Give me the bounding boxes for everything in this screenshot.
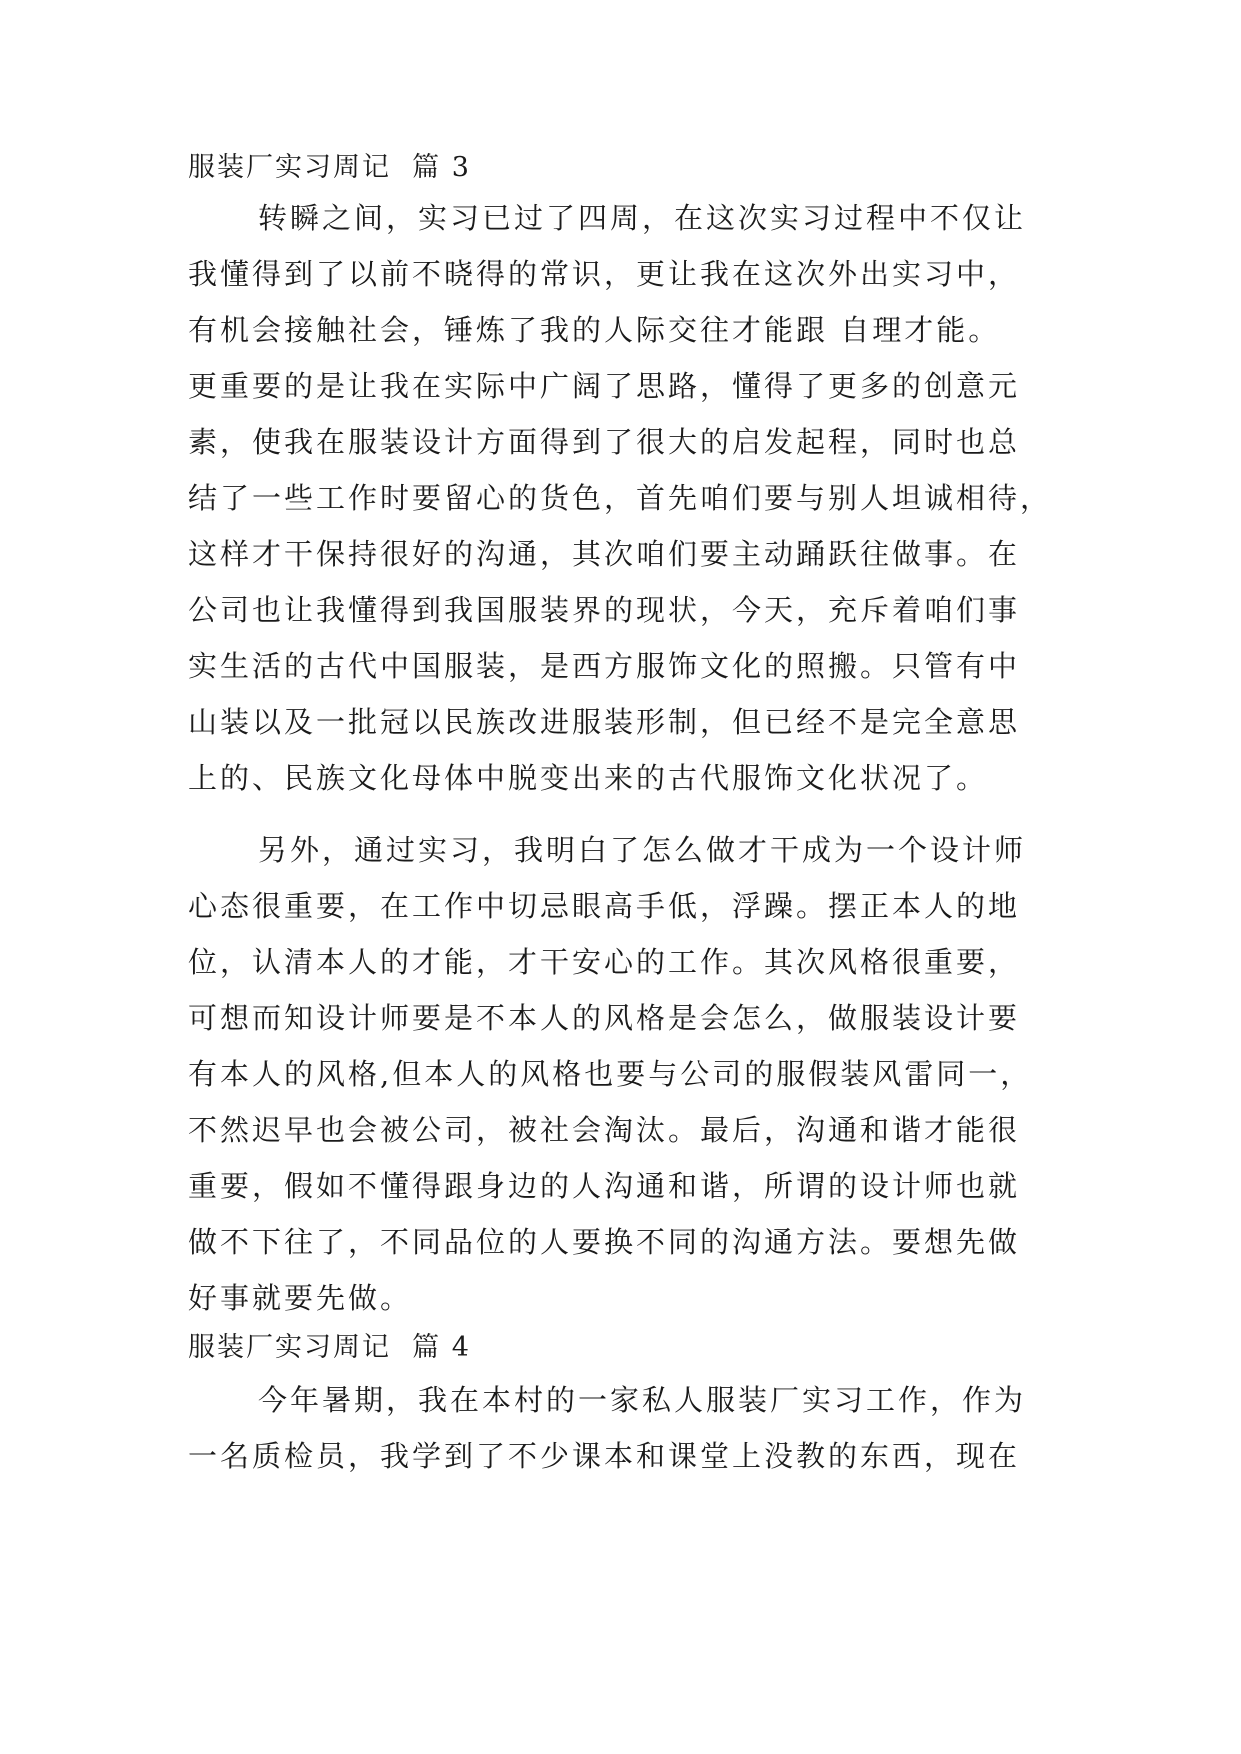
paragraph-line: 今年暑期，我在本村的一家私人服装厂实习工作，作为 xyxy=(258,1383,1027,1417)
paragraph-line: 一名质检员，我学到了不少课本和课堂上没教的东西，现在 xyxy=(188,1439,1021,1473)
paragraph-line: 好事就要先做。 xyxy=(188,1281,413,1315)
paragraph-line: 转瞬之间，实习已过了四周，在这次实习过程中不仅让 xyxy=(258,201,1027,235)
paragraph-line: 另外，通过实习，我明白了怎么做才干成为一个设计师 xyxy=(258,833,1027,867)
paragraph-line: 结了一些工作时要留心的货色，首先咱们要与别人坦诚相待， xyxy=(188,481,1053,515)
paragraph-line: 山装以及一批冠以民族改进服装形制，但已经不是完全意思 xyxy=(188,705,1021,739)
paragraph-line: 心态很重要，在工作中切忌眼高手低，浮躁。摆正本人的地 xyxy=(188,889,1021,923)
paragraph-line: 我懂得到了以前不晓得的常识，更让我在这次外出实习中， xyxy=(188,257,1021,291)
paragraph-line: 位，认清本人的才能，才干安心的工作。其次风格很重要， xyxy=(188,945,1021,979)
paragraph-line: 重要，假如不懂得跟身边的人沟通和谐，所谓的设计师也就 xyxy=(188,1169,1021,1203)
paragraph-line: 实生活的古代中国服装，是西方服饰文化的照搬。只管有中 xyxy=(188,649,1021,683)
paragraph-line: 有本人的风格,但本人的风格也要与公司的服假装风雷同一， xyxy=(188,1057,1033,1091)
paragraph-line: 公司也让我懂得到我国服装界的现状，今天，充斥着咱们事 xyxy=(188,593,1021,627)
paragraph-line: 可想而知设计师要是不本人的风格是会怎么，做服装设计要 xyxy=(188,1001,1021,1035)
section-4-title: 服装厂实习周记 篇 4 xyxy=(188,1332,471,1363)
paragraph-line: 做不下往了，不同品位的人要换不同的沟通方法。要想先做 xyxy=(188,1225,1021,1259)
paragraph-line: 上的、民族文化母体中脱变出来的古代服饰文化状况了。 xyxy=(188,761,989,795)
paragraph-line: 更重要的是让我在实际中广阔了思路，懂得了更多的创意元 xyxy=(188,369,1021,403)
paragraph-line: 有机会接触社会，锤炼了我的人际交往才能跟 自理才能。 xyxy=(188,313,1001,347)
paragraph-line: 素，使我在服装设计方面得到了很大的启发起程，同时也总 xyxy=(188,425,1021,459)
paragraph-line: 这样才干保持很好的沟通，其次咱们要主动踊跃往做事。在 xyxy=(188,537,1021,571)
section-3-title: 服装厂实习周记 篇 3 xyxy=(188,152,471,183)
paragraph-line: 不然迟早也会被公司，被社会淘汰。最后，沟通和谐才能很 xyxy=(188,1113,1021,1147)
